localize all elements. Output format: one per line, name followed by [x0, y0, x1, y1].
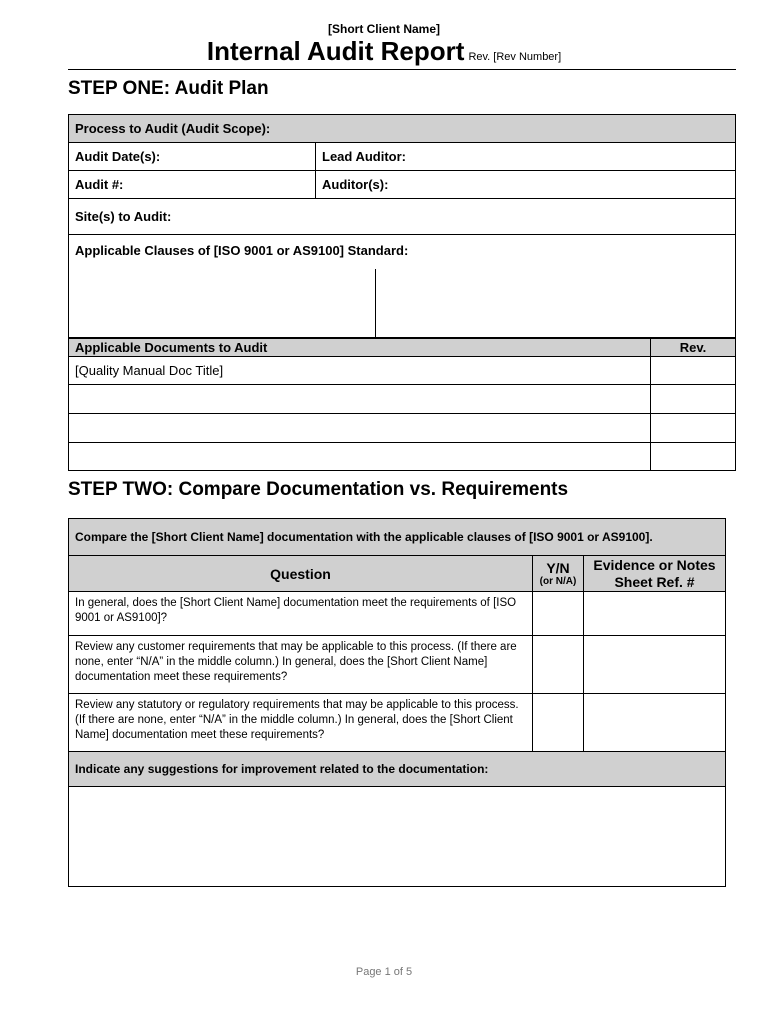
documents-table	[68, 338, 736, 471]
sites-field[interactable]: Site(s) to Audit:	[69, 199, 736, 235]
evidence-cell[interactable]	[584, 592, 726, 636]
document-cell[interactable]	[69, 385, 651, 414]
client-name: [Short Client Name]	[327, 22, 440, 36]
compare-instruction: Compare the [Short Client Name] documentation with the applicable clauses of [ISO 9001 or AS9100].	[69, 519, 726, 556]
clauses-divider	[375, 269, 376, 337]
evidence-cell[interactable]	[584, 636, 726, 694]
yn-answer-cell[interactable]	[533, 636, 584, 694]
question-cell: Review any statutory or regulatory requirements that may be applicable to this process. (If there are none, enter “N/A” in the middle column.) In general, does the [Short Client Name] documentation meet these requirements?	[69, 694, 533, 752]
audit-plan-table	[68, 114, 736, 338]
header-rule	[68, 69, 736, 70]
audit-number-field[interactable]: Audit #:	[69, 171, 316, 199]
document-cell[interactable]: [Quality Manual Doc Title]	[69, 357, 651, 385]
page-number: Page 1 of 5	[355, 966, 413, 978]
document-rev-cell[interactable]	[651, 443, 736, 471]
evidence-column-header: Evidence or Notes Sheet Ref. #	[584, 556, 726, 592]
document-cell[interactable]	[69, 414, 651, 443]
documents-header: Applicable Documents to Audit	[69, 339, 651, 357]
rev-header: Rev.	[651, 339, 736, 357]
question-cell: Review any customer requirements that may be applicable to this process. (If there are none, enter “N/A” in the middle column.) In general, does the [Short Client Name] documentation meet these requirements?	[69, 636, 533, 694]
lead-auditor-field[interactable]: Lead Auditor:	[316, 143, 736, 171]
clauses-field[interactable]	[69, 235, 736, 338]
yn-label: Y/N	[546, 560, 570, 576]
question-cell: In general, does the [Short Client Name] documentation meet the requirements of [ISO 9001 or AS9100]?	[69, 592, 533, 636]
revision-label: Rev. [Rev Number]	[468, 51, 562, 63]
suggestions-header: Indicate any suggestions for improvement related to the documentation:	[69, 752, 726, 787]
evidence-cell[interactable]	[584, 694, 726, 752]
step-two-heading: STEP TWO: Compare Documentation vs. Requirements	[68, 479, 569, 500]
audit-dates-field[interactable]: Audit Date(s):	[69, 143, 316, 171]
compare-table	[68, 518, 726, 887]
yn-answer-cell[interactable]	[533, 592, 584, 636]
suggestions-field[interactable]	[69, 787, 726, 887]
step-one-heading: STEP ONE: Audit Plan	[68, 78, 269, 99]
document-rev-cell[interactable]	[651, 385, 736, 414]
question-column-header: Question	[69, 556, 533, 592]
report-title: Internal Audit Report	[206, 36, 465, 66]
document-rev-cell[interactable]	[651, 414, 736, 443]
auditors-field[interactable]: Auditor(s):	[316, 171, 736, 199]
yn-answer-cell[interactable]	[533, 694, 584, 752]
yn-column-header	[533, 556, 584, 592]
process-scope-field[interactable]: Process to Audit (Audit Scope):	[69, 115, 736, 143]
report-title-line	[0, 36, 768, 67]
yn-sublabel: (or N/A)	[539, 576, 577, 587]
clauses-label: Applicable Clauses of [ISO 9001 or AS9100] Standard:	[75, 243, 409, 258]
document-cell[interactable]	[69, 443, 651, 471]
document-rev-cell[interactable]	[651, 357, 736, 385]
